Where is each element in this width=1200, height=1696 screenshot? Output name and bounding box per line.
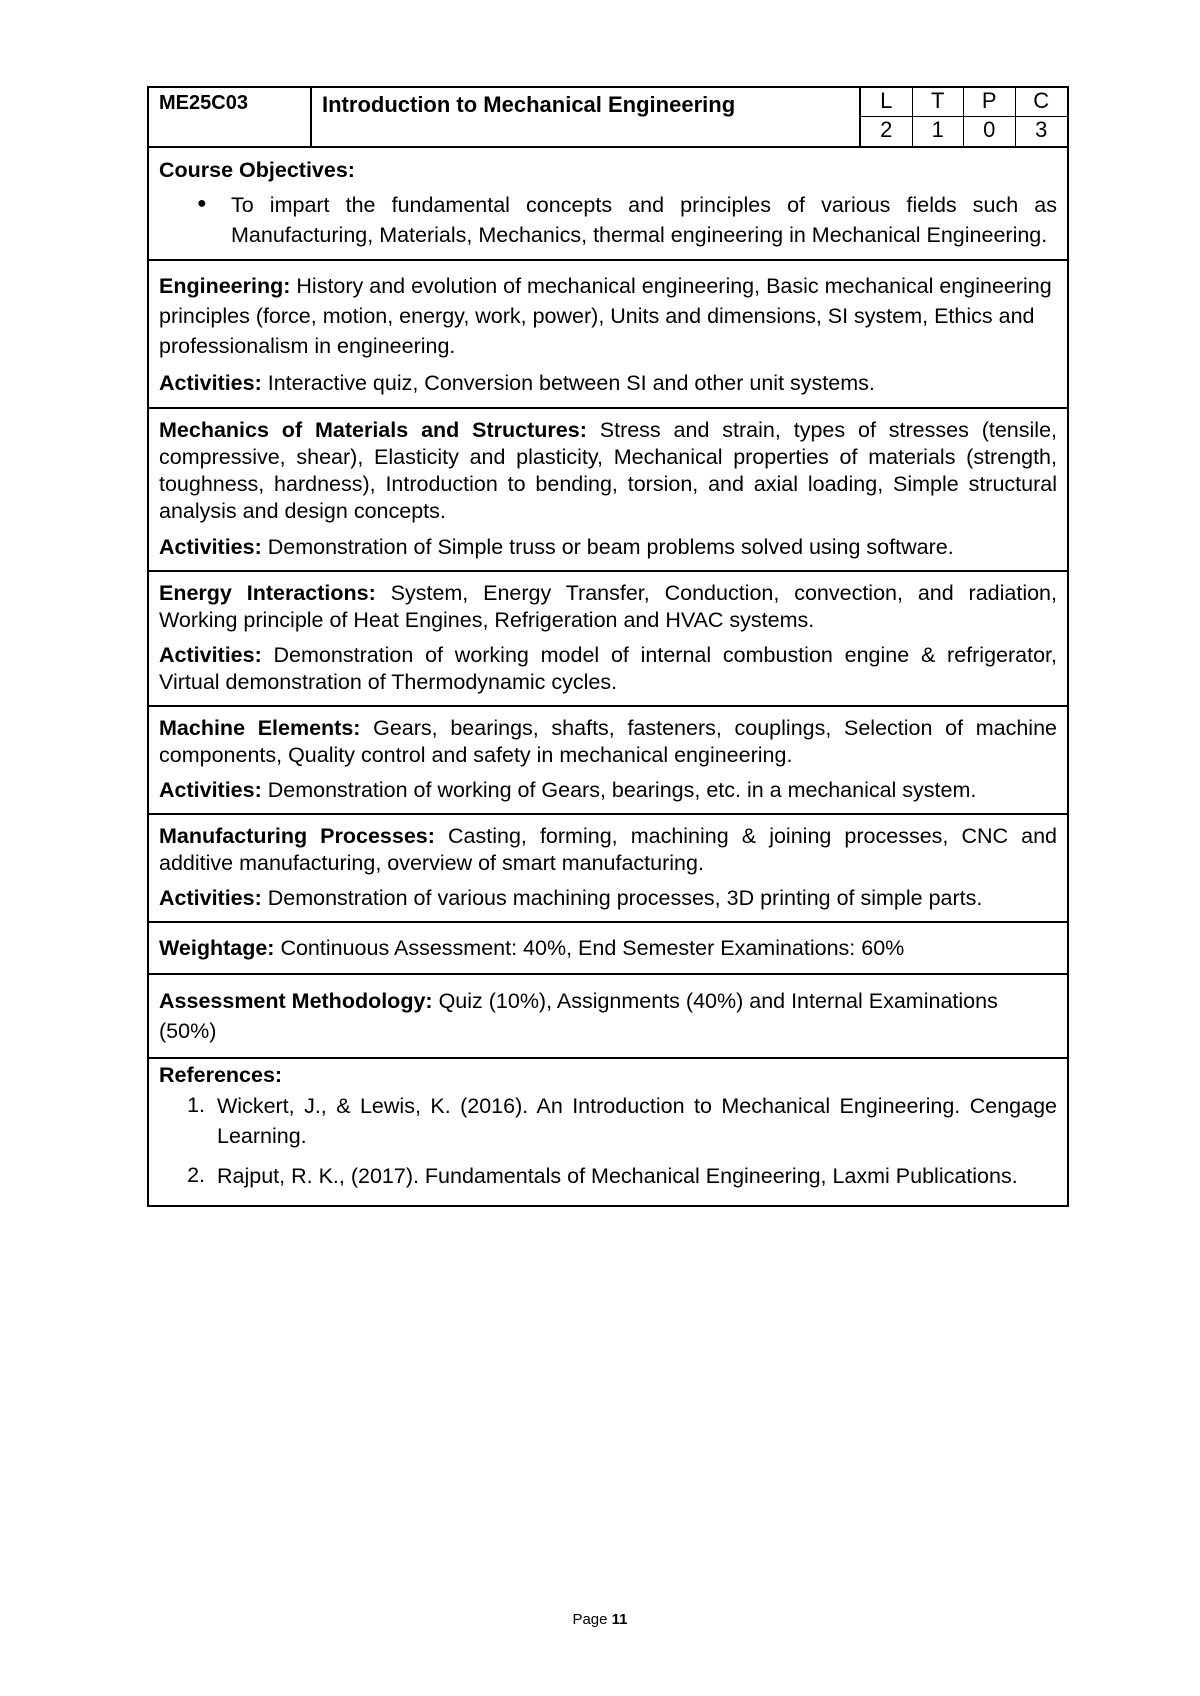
ltpc-grid <box>861 88 1067 146</box>
unit-machine-elements <box>149 707 1067 815</box>
unit-activities: Demonstration of working model of internal combustion engine & refrigerator, Virtual demonstration of Thermodynamic cycles. <box>159 643 1057 694</box>
unit-content: Stress and strain, types of stresses (tensile, compressive, shear), Elasticity and plasticity, Mechanical properties of materials (strength, toughness, hardness), Introduction to bending, torsion, and axial loading, Simple structural analysis and design concepts. <box>159 418 1058 523</box>
reference-text: Wickert, J., & Lewis, K. (2016). An Introduction to Mechanical Engineering. Cengage Learning. <box>217 1094 1057 1148</box>
ltpc-label-c: C <box>1016 88 1068 117</box>
unit-energy-interactions <box>149 572 1067 707</box>
unit-content: History and evolution of mechanical engineering, Basic mechanical engineering principles (force, motion, energy, work, power), Units and dimensions, SI system, Ethics and professionalism in engineering. <box>159 274 1052 358</box>
ltpc-value-p: 0 <box>964 117 1016 146</box>
unit-activities: Demonstration of Simple truss or beam problems solved using software. <box>267 535 954 559</box>
page-label: Page <box>572 1611 608 1628</box>
ltpc-label-p: P <box>964 88 1016 117</box>
objectives-heading: Course Objectives: <box>159 158 355 182</box>
weightage-section <box>149 923 1067 975</box>
reference-number: 1. <box>187 1093 205 1117</box>
page-number: 11 <box>611 1611 628 1628</box>
ltpc-label-l: L <box>861 88 913 117</box>
activities-label: Activities: <box>159 643 262 667</box>
objective-item <box>159 190 1057 250</box>
reference-text: Rajput, R. K., (2017). Fundamentals of Mechanical Engineering, Laxmi Publications. <box>217 1164 1018 1188</box>
unit-mechanics-of-materials <box>149 409 1067 572</box>
unit-engineering <box>149 261 1067 409</box>
references-section <box>149 1059 1067 1205</box>
reference-number: 2. <box>187 1163 205 1187</box>
ltpc-value-t: 1 <box>913 117 965 146</box>
unit-title: Mechanics of Materials and Structures: <box>159 418 587 442</box>
unit-activities: Demonstration of various machining processes, 3D printing of simple parts. <box>267 886 983 910</box>
unit-title: Manufacturing Processes: <box>159 824 435 848</box>
activities-label: Activities: <box>159 778 262 802</box>
syllabus-table <box>147 86 1069 1207</box>
ltpc-value-c: 3 <box>1035 117 1048 142</box>
assessment-section <box>149 975 1067 1059</box>
unit-activities: Interactive quiz, Conversion between SI and other unit systems. <box>267 371 875 395</box>
unit-content: Casting, forming, machining & joining processes, CNC and additive manufacturing, overview of smart manufacturing. <box>159 824 1057 875</box>
unit-title: Engineering: <box>159 274 291 298</box>
activities-label: Activities: <box>159 371 262 395</box>
bullet-icon: ● <box>197 195 207 212</box>
weightage-text: Continuous Assessment: 40%, End Semester Examinations: 60% <box>280 936 905 960</box>
unit-activities: Demonstration of working of Gears, bearings, etc. in a mechanical system. <box>267 778 977 802</box>
unit-content: Gears, bearings, shafts, fasteners, couplings, Selection of machine components, Quality control and safety in mechanical engineering. <box>159 716 1057 767</box>
course-title: Introduction to Mechanical Engineering <box>312 88 861 146</box>
references-heading: References: <box>159 1063 283 1087</box>
unit-title: Machine Elements: <box>159 716 361 740</box>
objective-text: To impart the fundamental concepts and principles of various fields such as Manufacturing, Materials, Mechanics, thermal engineering in Mechanical Engineering. <box>231 193 1057 247</box>
activities-label: Activities: <box>159 535 262 559</box>
ltpc-label-t: T <box>913 88 965 117</box>
objectives-section <box>149 148 1067 261</box>
unit-title: Energy Interactions: <box>159 581 376 605</box>
course-code: ME25C03 <box>149 88 312 146</box>
reference-item <box>159 1091 1057 1151</box>
weightage-label: Weightage: <box>159 936 275 960</box>
ltpc-value-l: 2 <box>861 117 913 146</box>
unit-content: System, Energy Transfer, Conduction, convection, and radiation, Working principle of Heat Engines, Refrigeration and HVAC systems. <box>159 581 1057 632</box>
course-header-row <box>149 88 1067 148</box>
activities-label: Activities: <box>159 886 262 910</box>
page-footer <box>0 1611 1200 1628</box>
unit-manufacturing-processes <box>149 815 1067 923</box>
reference-item <box>159 1161 1057 1191</box>
assessment-label: Assessment Methodology: <box>159 989 433 1013</box>
assessment-text: Quiz (10%), Assignments (40%) and Internal Examinations (50%) <box>159 989 998 1043</box>
